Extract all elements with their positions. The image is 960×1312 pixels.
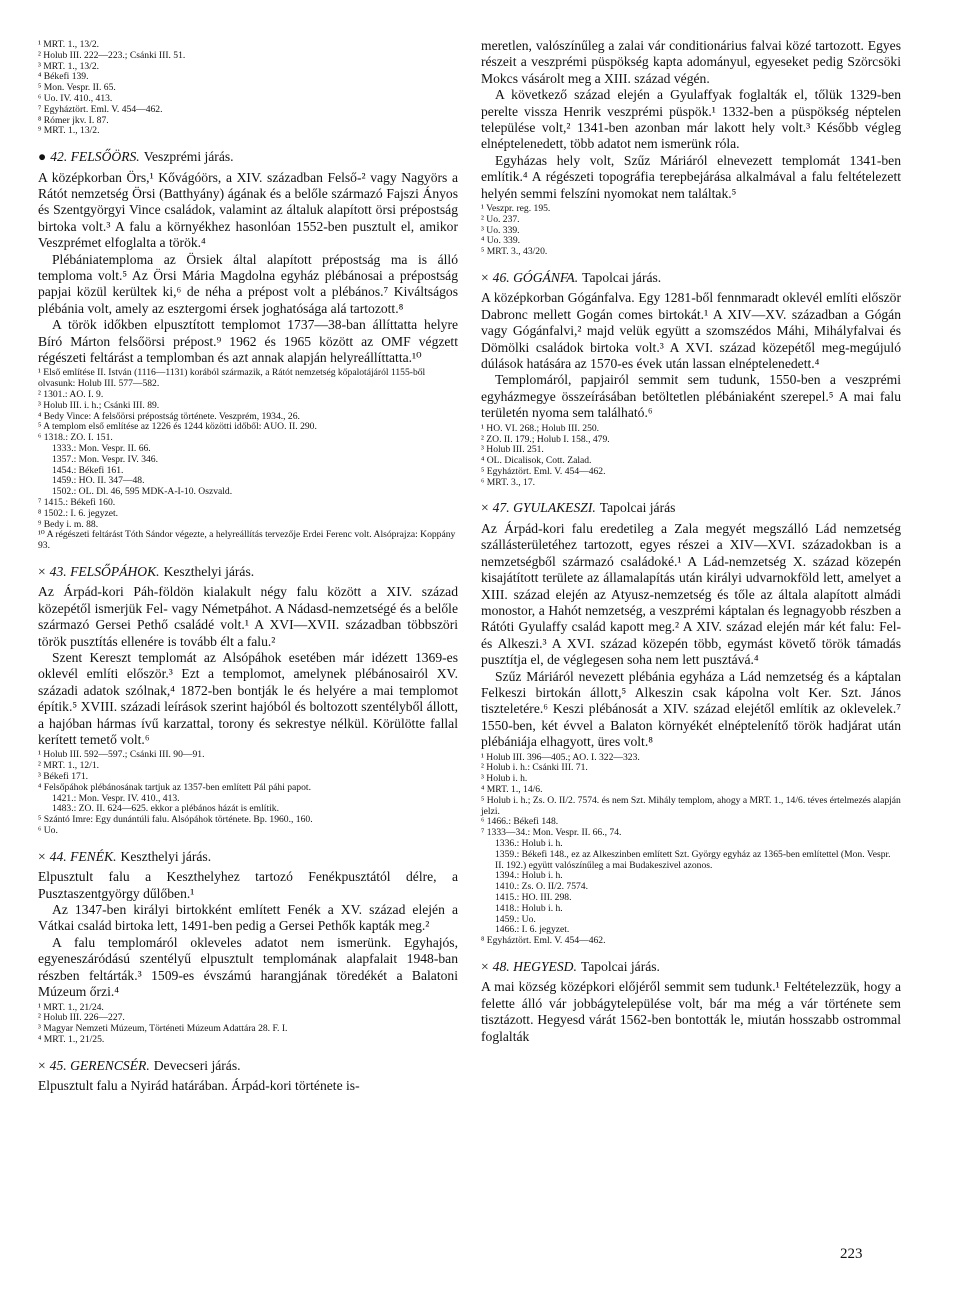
paragraph: Egyházas hely volt, Szűz Máriáról elnevezett templomát 1341-ben említik.⁴ A régészeti topográfia terepbejárása alkalmával a falu feltételezett helyén semmi felszíni nyomokat nem találtak.⁵ xyxy=(481,152,901,201)
entry-heading xyxy=(38,564,458,580)
footnote: ⁷ 1333—34.: Mon. Vespr. II. 66., 74. xyxy=(481,827,622,839)
footnote: ⁷ Egyháztört. Eml. V. 454—462. xyxy=(38,103,163,115)
entry-title: 43. FELSŐPÁHOK. xyxy=(49,564,160,579)
paragraph: Templomáról, papjairól semmit sem tudunk, 1550-ben a veszprémi egyházmegye összeírásában betöltetlen plébániaként szerepel.⁵ A mai falu területén nyoma sem található.⁶ xyxy=(481,372,901,421)
footnote: 1359.: Békefi 148., ez az Alkeszinben említett Szt. György egyház az 1365-ben említettel (Mon. Vespr. II. 192.) együtt valószínűleg a mai Budakeszivel azonos. xyxy=(495,848,891,871)
entry-heading xyxy=(481,959,901,975)
footnote: ⁴ Uo. 339. xyxy=(481,235,521,247)
paragraph: Plébániatemploma az Örsiek által alapított prépostság ma is álló temploma volt.⁵ Az Örsi Mária Magdolna egyház plébánosai a prépostság papjai közül kerültek ki,⁶ de néha a prépost volt a plébános.⁷ Kiváltságos plébánia volt, amely az esztergomi érsek joghatósága alá tartozott.⁸ xyxy=(38,251,458,316)
cross-mark-icon: × xyxy=(38,1057,46,1073)
footnote: ⁵ MRT. 3., 43/20. xyxy=(481,246,548,258)
footnote: ¹ Veszpr. reg. 195. xyxy=(481,203,551,215)
footnote: 1459.: HO. II. 347—48. xyxy=(52,475,145,487)
footnote: 1333.: Mon. Vespr. II. 66. xyxy=(52,443,151,455)
footnote: ³ Holub III. 251. xyxy=(481,444,544,456)
entry-title: 42. FELSŐÖRS. xyxy=(50,149,140,165)
cross-mark-icon: × xyxy=(481,958,489,974)
entry-district: Keszthelyi járás. xyxy=(120,848,212,864)
footnote: 1466.: I. 6. jegyzet. xyxy=(495,924,570,936)
entry-heading xyxy=(481,270,901,286)
entry-heading xyxy=(38,849,458,865)
paragraph: Az 1347-ben királyi birtokként említett Fenék a XV. század elején a Vátkai család birtoka lett, 1491-ben pedig a Gersei Pethők kapták meg.² xyxy=(38,902,458,934)
entry-district: Tapolcai járás. xyxy=(582,270,662,286)
footnotes xyxy=(481,424,901,489)
footnote: ⁸ 1502.: I. 6. jegyzet. xyxy=(38,507,119,519)
footnote: ⁴ Felsőpáhok plébánosának tartjuk az 1357-ben említett Pál páhi papot. xyxy=(38,781,311,793)
footnote: ² Holub i. h.: Csánki III. 71. xyxy=(481,762,588,774)
footnote: ⁸ Egyháztört. Eml. V. 454—462. xyxy=(481,935,606,947)
footnotes xyxy=(481,753,901,947)
right-column xyxy=(481,38,901,1045)
paragraph: Az Árpád-kori Páh-földön kialakult négy falu között a XIV. század közepétől ismerjük Fel- vagy Németpáhot. A Nádasd-nemzetségé és a belőle származó Gersei Pethő családé volt.¹ A XVI—XVII. században többszöri török pusztítás ellenére is tovább élt a falu.² xyxy=(38,584,458,649)
footnote: 1454.: Békefi 161. xyxy=(52,464,124,476)
paragraph: Szűz Máriáról nevezett plébánia egyháza a Lád nemzetség és a káptalan Felkeszi birtokán állott,⁵ Alkeszin csak kápolna volt Ker. Szt. János tiszteletére.⁶ Keszi plébánosát a XIV. század elejétől említik az oklevelek.⁷ 1550-ben, két évvel a Balaton környékét elnéptelenítő török hadjárat után plébániája elhagyott, üres volt.⁸ xyxy=(481,668,901,750)
footnote: 1483.: ZO. II. 624—625. ekkor a plébános házát is említik. xyxy=(52,803,280,815)
entry-district: Veszprémi járás. xyxy=(143,149,234,165)
entry-district: Keszthelyi járás. xyxy=(163,564,255,579)
entry-title: 47. GYULAKESZI. xyxy=(492,500,596,516)
footnote: ⁹ Bedy i. m. 88. xyxy=(38,518,99,530)
footnote: ⁵ Egyháztört. Eml. V. 454—462. xyxy=(481,465,606,477)
left-column xyxy=(38,38,458,1095)
footnote: ¹ MRT. 1., 13/2. xyxy=(38,39,100,50)
footnote: ⁷ 1415.: Békefi 160. xyxy=(38,497,116,509)
footnote: ³ MRT. 1., 13/2. xyxy=(38,60,100,72)
page-number: 223 xyxy=(840,1246,863,1262)
footnotes xyxy=(38,368,458,552)
footnote: 1336.: Holub i. h. xyxy=(495,837,563,849)
paragraph: A falu templomáról okleveles adatot nem ismerünk. Egyhajós, egyeneszáródású szentélyű elpusztult templomának alapfalait 1948-ban részben feltárták.³ 1509-es évszámú harangjának töredékét a Balatoni Múzeum őrzi.⁴ xyxy=(38,934,458,1000)
footnote: ⁴ MRT. 1., 14/6. xyxy=(481,783,543,795)
footnote: ¹ Holub III. 592—597.; Csánki III. 90—91. xyxy=(38,749,205,761)
footnote: ⁶ 1318.: ZO. I. 151. xyxy=(38,432,113,444)
entry-district: Tapolcai járás xyxy=(599,500,676,516)
paragraph: Elpusztult falu a Nyirád határában. Árpád-kori története is- xyxy=(38,1078,360,1094)
footnotes xyxy=(38,750,458,836)
paragraph: A középkorban Örs,¹ Kővágóörs, a XIV. században Felső-² vagy Nagyörs a Rátót nemzetség Örsi (Batthyány) ágának és a belőle származó Fajszi Ányos és Szentgyörgyi Vince családok, valamint az általuk alapított örsi prépostság birtoka volt.³ A falu a környékhez hasonlóan 1552-ben pusztult el, amikor Veszprémet elfoglalta a török.⁴ xyxy=(38,169,458,251)
footnote: ⁵ Holub i. h.; Zs. O. II/2. 7574. és nem Szt. Mihály templom, ahogy a MRT. 1., 14/6. téves értelmezés alapján jelzi. xyxy=(481,794,901,817)
entry-title: 44. FENÉK. xyxy=(49,848,117,864)
footnote: ² MRT. 1., 12/1. xyxy=(38,760,100,772)
footnote: ³ Holub i. h. xyxy=(481,773,528,785)
cross-mark-icon: × xyxy=(38,848,46,864)
cross-mark-icon: × xyxy=(481,500,489,516)
footnote: ³ Uo. 339. xyxy=(481,224,520,236)
paragraph: A következő század elején a Gyulaffyak foglalták el, tőlük 1329-ben perelte vissza Henrik veszprémi püspök.¹ 1332-ben a püspökség néptelen települése volt,² 1341-ben azonban már lakott hely volt.³ Később végleg elnéptelenedett, több adatot nem ismerünk róla. xyxy=(481,87,901,152)
cross-mark-icon: × xyxy=(38,564,46,579)
footnote: ² Uo. 237. xyxy=(481,213,520,225)
cross-mark-icon: × xyxy=(481,270,489,286)
footnote: ⁵ Szántó Imre: Egy dunántúli falu. Alsópáhok története. Bp. 1960., 160. xyxy=(38,814,313,826)
entry-heading xyxy=(38,1058,458,1074)
footnote: 1415.: HO. III. 298. xyxy=(495,891,572,903)
paragraph: Az Árpád-kori falu eredetileg a Zala megyét megszálló Lád nemzetség szállásterületéhez tartozott, egyes részei a XIV—XVI. századokban is a nemzetségből származó családoké.¹ A Lád-nemzetség X. század közepén kisajátított területe az államalapítás után királyi udvarnokföld lett, amelyet a XIII. század elején az Atyusz-nemzetség és tőle az általa alapított almádi monostor, a Hahót nemzetség, a veszprémi káptalan és legnagyobb részben a Rátóti Gyulaffy család kapott meg.² A XIV. század elején már két falu: Fel- és Alkeszi.³ A XVI. század közepén több, egymást követő török támadás pusztítja el, de véglegesen soha nem lett pusztává.⁴ xyxy=(481,520,901,668)
entry-heading xyxy=(38,149,458,165)
entry-heading xyxy=(481,500,901,516)
footnote: ⁴ OL. Dicalisok, Cott. Zalad. xyxy=(481,455,592,467)
footnote: ¹ Holub III. 396—405.; AO. I. 322—323. xyxy=(481,751,640,763)
paragraph: A középkorban Gógánfalva. Egy 1281-ből fennmaradt oklevél említi először Dabronc mellett Gogán comes birtokát.¹ A XIV—XV. században a Gógán vagy Gógánfalvi,² majd velük együtt a szomszédos Máhi, Mihályfalvai és Dömölki családok birtoka volt.³ A XVI. század közepétől meg-megújuló dúlások hatására az 1570-es évek után lassan elnéptelenedett.⁴ xyxy=(481,290,901,372)
entry-title: 48. HEGYESD. xyxy=(492,958,577,974)
entry-title: 45. GERENCSÉR. xyxy=(49,1057,150,1073)
footnote: 1421.: Mon. Vespr. IV. 410., 413. xyxy=(52,792,180,804)
footnote: ² Holub III. 226—227. xyxy=(38,1012,125,1024)
paragraph: Elpusztult falu a Keszthelyhez tartozó Fenékpusztától délre, a Pusztaszentgyörgy dűlőben.¹ xyxy=(38,869,458,901)
entry-district: Devecseri járás. xyxy=(153,1057,241,1073)
footnotes xyxy=(481,204,901,258)
footnotes xyxy=(38,1003,458,1046)
footnote: 1502.: OL. Dl. 46, 595 MDK-A-I-10. Oszvald. xyxy=(52,486,233,498)
paragraph: A török időkben elpusztított templomot 1737—38-ban állíttatta helyre Bíró Márton felsőörsi prépost.⁹ 1962 és 1965 között az OMF végzett régészeti feltárást a templomban és azt annak alapján helyreállíttatta.¹⁰ xyxy=(38,317,458,366)
bullet-icon: ● xyxy=(38,149,47,165)
footnote: ⁶ 1466.: Békefi 148. xyxy=(481,816,559,828)
footnote: 1357.: Mon. Vespr. IV. 346. xyxy=(52,453,158,465)
footnote: ⁶ Uo. IV. 410., 413. xyxy=(38,92,113,104)
entry-title: 46. GÓGÁNFA. xyxy=(492,270,579,286)
footnote: ¹ Első említése II. István (1116—1131) korából származik, a Rátót nemzetség kőpalotájáról 1155-ből olvasunk: Holub III. 577—582. xyxy=(38,367,426,390)
footnote: ² 1301.: AO. I. 9. xyxy=(38,389,104,401)
footnote: ⁶ Uo. xyxy=(38,825,58,837)
footnote: ⁵ A templom első említése az 1226 és 1244 közötti időből: AUO. II. 290. xyxy=(38,421,317,433)
footnotes xyxy=(38,40,458,137)
footnote: ⁸ Rómer jkv. I. 87. xyxy=(38,114,109,126)
footnote: 1410.: Zs. O. II/2. 7574. xyxy=(495,881,589,893)
footnote: ¹ MRT. 1., 21/24. xyxy=(38,1001,104,1013)
footnote: ⁴ Bedy Vince: A felsőörsi prépostság története. Veszprém, 1934., 26. xyxy=(38,410,300,422)
footnote: ² ZO. II. 179.; Holub I. 158., 479. xyxy=(481,433,610,445)
footnote: ³ Békefi 171. xyxy=(38,771,89,783)
entry-district: Tapolcai járás. xyxy=(580,958,660,974)
footnote: 1418.: Holub i. h. xyxy=(495,902,563,914)
footnote: 1394.: Holub i. h. xyxy=(495,870,563,882)
footnote: ³ Holub III. i. h.; Csánki III. 89. xyxy=(38,399,160,411)
paragraph: meretlen, valószínűleg a zalai vár conditionárius falvai közé tartozott. Egyes részeit a veszprémi püspökség kapta adományul, egyeseket pedig Szörcsöki Mokcs vásárolt meg a XIII. század végén. xyxy=(481,38,901,86)
footnote: ⁹ MRT. 1., 13/2. xyxy=(38,125,100,137)
paragraph: A mai község középkori előjéről semmit sem tudunk.¹ Feltételezzük, hogy a felette álló vár jobbágytelepülése volt, bár ma még a vár története sem tisztázott. Hegyesd várát 1562-ben bontották le, miután hosszabb ostrommal foglalták xyxy=(481,979,901,1044)
footnote: ⁴ Békefi 139. xyxy=(38,71,89,83)
footnote: ¹⁰ A régészeti feltárást Tóth Sándor végezte, a helyreállítás tervezője Erdei Ferenc volt. Alsóprajza: Koppány 93. xyxy=(38,529,456,552)
footnote: ¹ HO. VI. 268.; Holub III. 250. xyxy=(481,422,600,434)
footnote: ³ Magyar Nemzeti Múzeum, Történeti Múzeum Adattára 28. F. I. xyxy=(38,1023,288,1035)
footnote: 1459.: Uo. xyxy=(495,913,536,925)
footnote: ⁴ MRT. 1., 21/25. xyxy=(38,1033,105,1045)
footnote: ⁵ Mon. Vespr. II. 65. xyxy=(38,82,116,94)
footnote: ² Holub III. 222—223.; Csánki III. 51. xyxy=(38,49,186,61)
paragraph: Szent Kereszt templomát az Alsópáhok esetében már idézett 1369-es oklevél említi először.³ Ezt a templomot, amelynek plébánosairól XV. századi adatok szólnak,⁴ 1872-ben bontják le és helyére a mai templomot építik.⁵ XVIII. századi leírások szerint hajóból és boltozott szentélyből állott, a hajóban hármas ívű karzattal, torony és sekrestye nélkül. Körülötte fallal kerített temető volt.⁶ xyxy=(38,650,458,748)
footnote: ⁶ MRT. 3., 17. xyxy=(481,476,536,488)
